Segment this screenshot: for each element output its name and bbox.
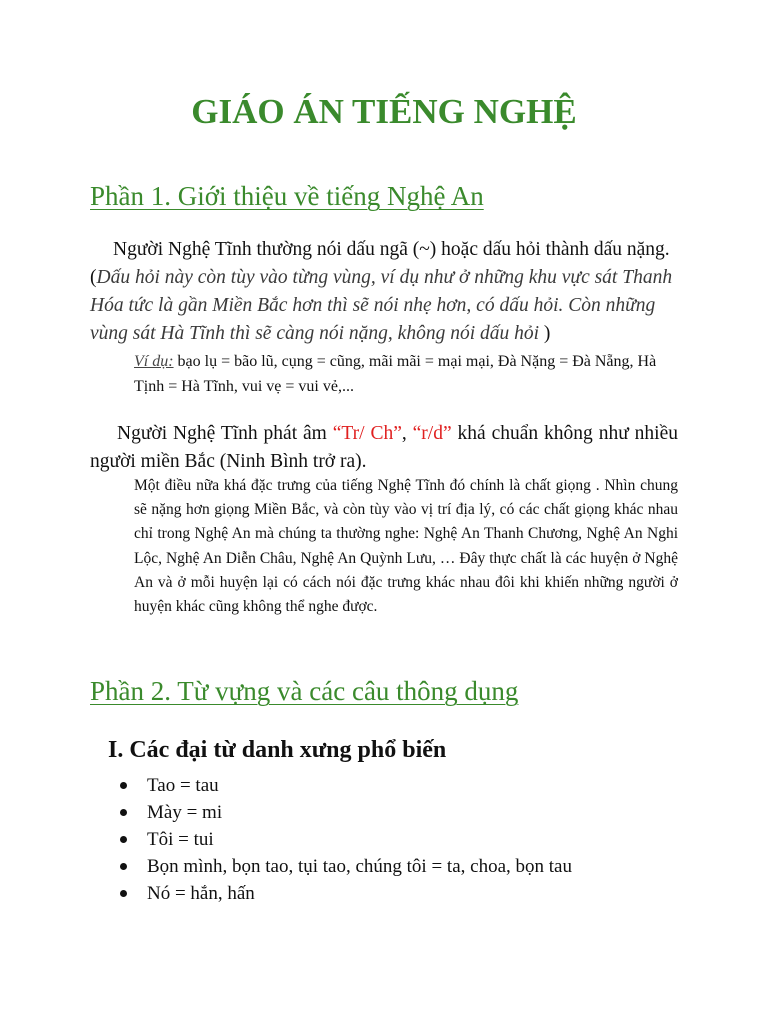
list-item-text: Mày = mi	[147, 801, 223, 823]
list-item	[120, 853, 572, 880]
pronunciation-paragraph	[90, 420, 678, 476]
pronunciation-text-a: Người Nghệ Tĩnh phát âm	[117, 423, 333, 444]
bullet-icon	[120, 890, 127, 897]
document-title: GIÁO ÁN TIẾNG NGHỆ	[191, 92, 577, 131]
section-1-heading: Phần 1. Giới thiệu về tiếng Nghệ An	[90, 181, 484, 211]
bullet-icon	[120, 863, 127, 870]
pronouns-subheading: I. Các đại từ danh xưng phổ biến	[108, 737, 447, 763]
intro-italic-note: Dấu hỏi này còn tùy vào từng vùng, ví dụ như ở những khu vực sát Thanh Hóa tức là gần Miền Bắc hơn thì sẽ nói nhẹ hơn, có dấu hỏi. Còn những vùng sát Hà Tĩnh thì sẽ càng nói nặng, không nói dấu hỏi	[90, 267, 673, 344]
list-item-text: Tao = tau	[147, 774, 219, 796]
list-item	[120, 880, 572, 907]
list-item	[120, 826, 572, 853]
list-item	[120, 799, 572, 826]
pronouns-list	[120, 772, 572, 907]
list-item-text: Nó = hắn, hấn	[147, 882, 255, 904]
pronunciation-tr-ch: “Tr/ Ch”	[332, 423, 402, 444]
list-item-text: Bọn mình, bọn tao, tụi tao, chúng tôi = ta, choa, bọn tau	[147, 855, 572, 877]
pronunciation-text-b: khá chuẩn không như nhiều người miền Bắc (Ninh Bình trở ra).	[90, 423, 678, 472]
list-item	[120, 772, 572, 799]
bullet-icon	[120, 809, 127, 816]
example-text: bạo lụ = bão lũ, cụng = cũng, mãi mãi = mại mại, Đà Nặng = Đà Nẵng, Hà Tịnh = Hà Tĩnh, vui vẹ = vui vẻ,...	[134, 353, 657, 395]
intro-paragraph	[90, 236, 678, 348]
example-block	[134, 349, 682, 399]
section-2-heading: Phần 2. Từ vựng và các câu thông dụng	[90, 676, 519, 706]
accent-paragraph: Một điều nữa khá đặc trưng của tiếng Nghệ Tĩnh đó chính là chất giọng . Nhìn chung sẽ nặng hơn giọng Miền Bắc, và còn tùy vào vị trí địa lý, có các chất giọng khác nhau chỉ trong Nghệ An mà chúng ta thường nghe: Nghệ An Thanh Chương, Nghệ An Nghi Lộc, Nghệ An Diễn Châu, Nghệ An Quỳnh Lưu, … Đây thực chất là các huyện ở Nghệ An và ở mỗi huyện lại có cách nói đặc trưng khác nhau đôi khi khiến những người ở huyện khác cũng không thể nghe được.	[134, 477, 678, 616]
intro-tail-text: )	[539, 323, 551, 344]
bullet-icon	[120, 836, 127, 843]
bullet-icon	[120, 782, 127, 789]
example-label: Ví dụ:	[134, 353, 174, 370]
list-item-text: Tôi = tui	[147, 828, 214, 850]
intro-lead-text: Người Nghệ Tĩnh thường nói dấu ngã (~) hoặc dấu hỏi thành dấu nặng. (	[90, 239, 670, 288]
pronunciation-r-d: “r/d”	[412, 423, 452, 444]
pronunciation-comma: ,	[401, 423, 413, 444]
